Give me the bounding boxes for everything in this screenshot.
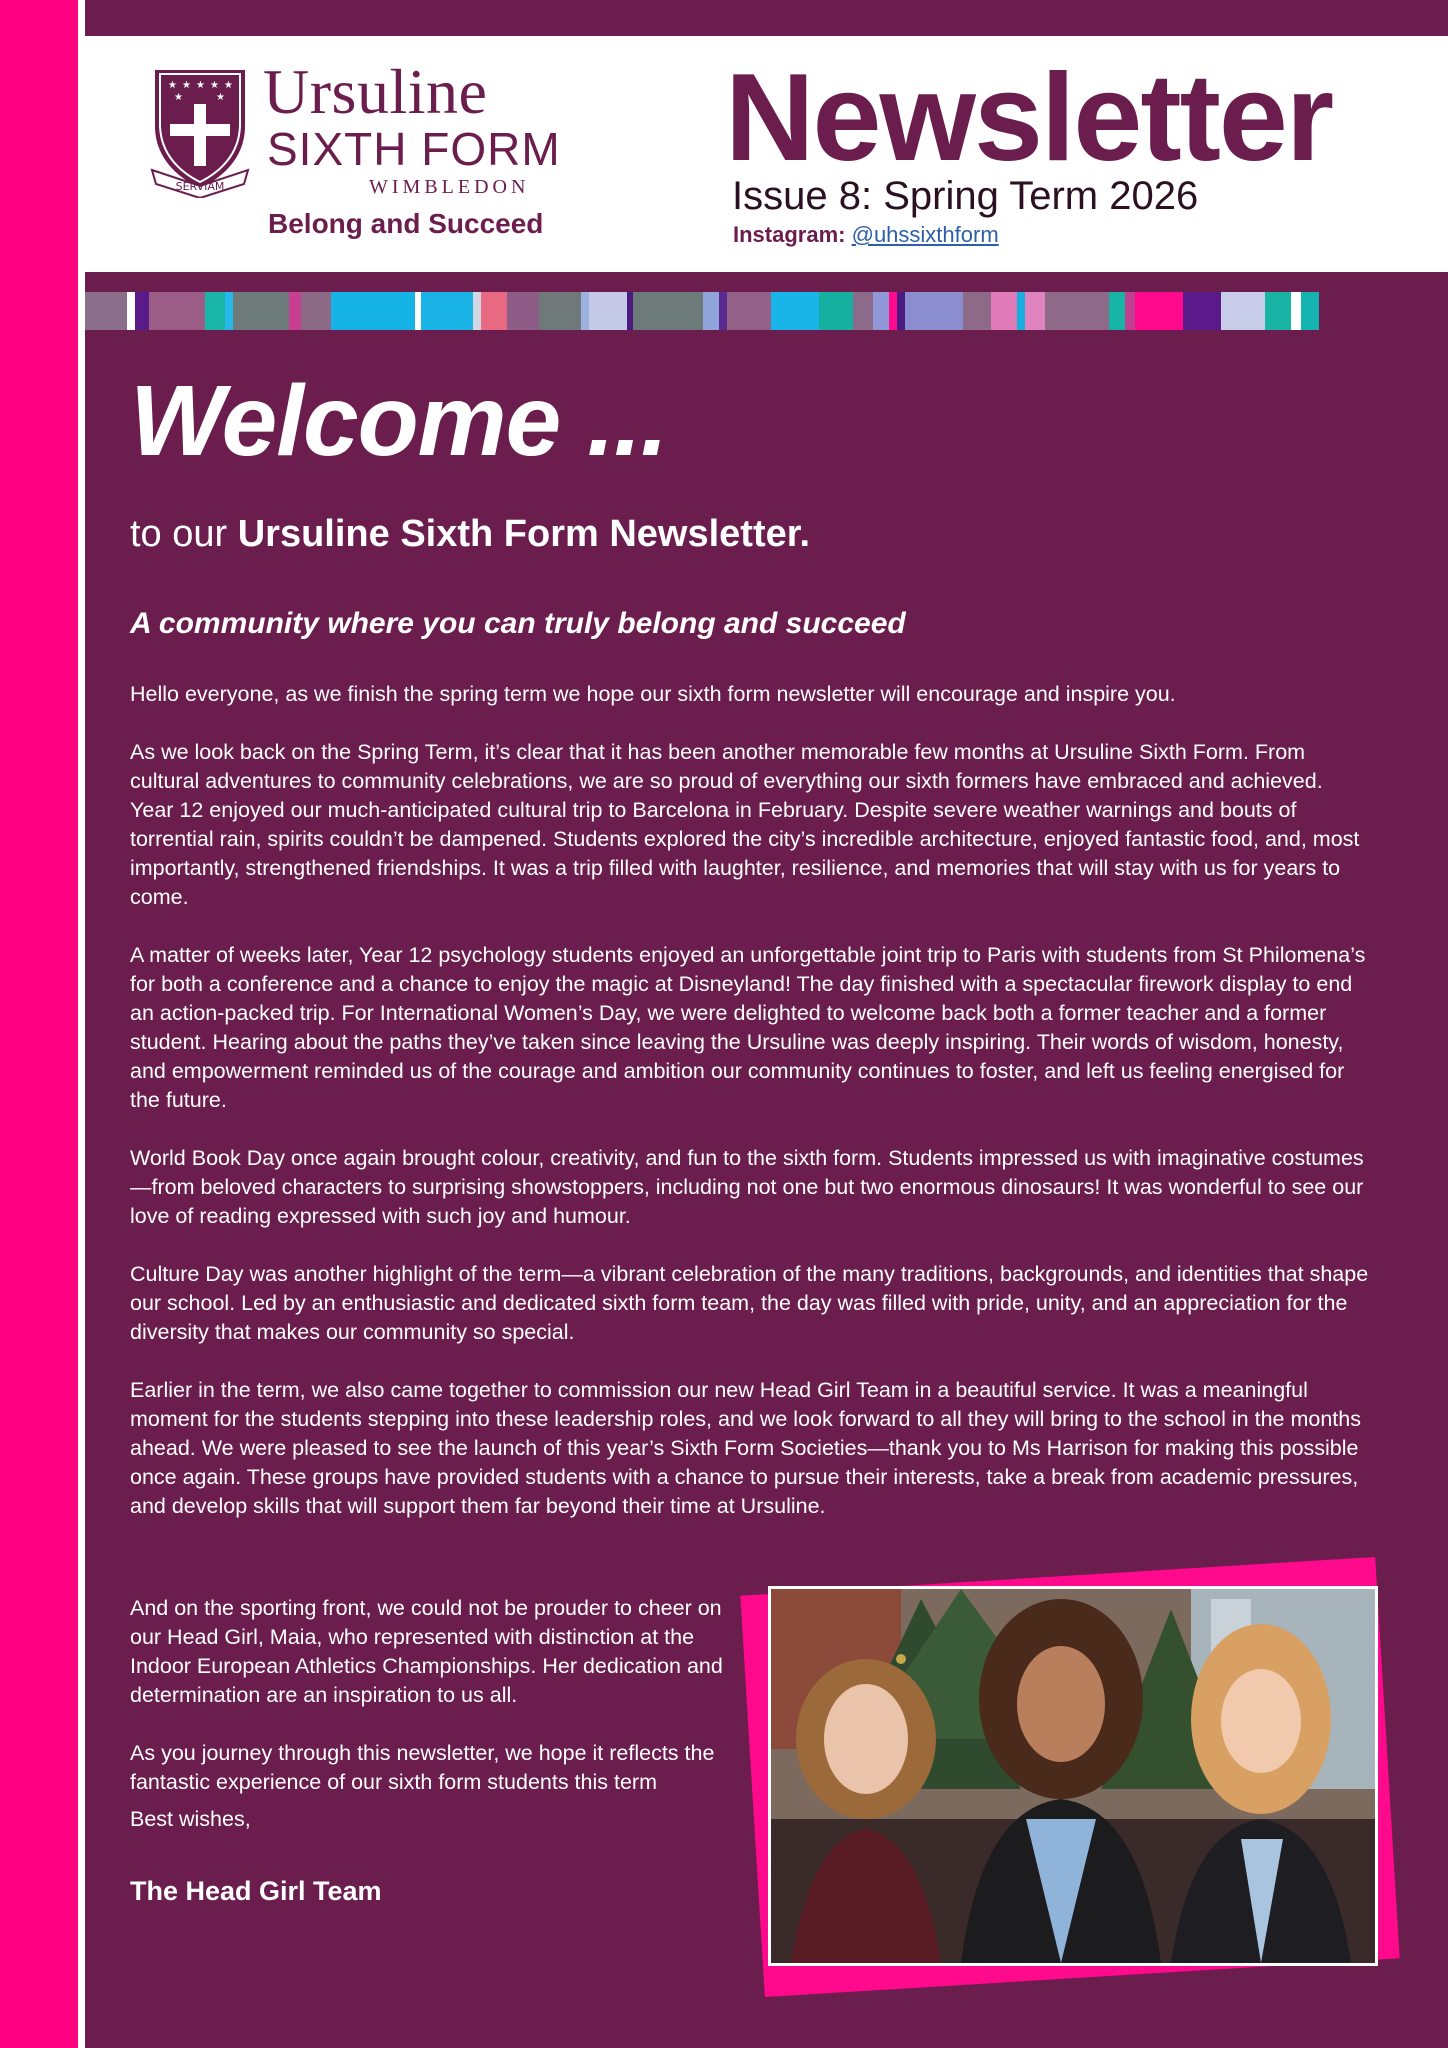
welcome-heading: Welcome ... [130, 365, 668, 477]
svg-text:★: ★ [168, 80, 177, 91]
signoff: Best wishes, [130, 1807, 251, 1831]
school-tagline: Belong and Succeed [268, 208, 544, 239]
welcome-intro [130, 512, 1370, 556]
left-white-stripe [78, 0, 85, 2048]
instagram-label: Instagram: [733, 222, 846, 247]
body-paragraph: World Book Day once again brought colour, creativity, and fun to the sixth form. Students impressed us with imaginative costumes—from beloved characters to surprising showstoppers, including not one but two enormous dinosaurs! It was wonderful to see our love of reading expressed with such joy and humour. [130, 1146, 1364, 1228]
closing-paragraph: As you journey through this newsletter, we hope it reflects the fantastic experience of our sixth form students this term [130, 1741, 715, 1794]
welcome-subtitle: A community where you can truly belong and succeed [130, 607, 906, 640]
instagram-link[interactable]: @uhssixthform [851, 222, 999, 247]
decorative-color-strip [85, 292, 1448, 330]
body-paragraph: Culture Day was another highlight of the term—a vibrant celebration of the many traditions, backgrounds, and identities that shape our school. Led by an enthusiastic and dedicated sixth form team, the day was filled with pride, unity, and an appreciation for the diversity that makes our community so special. [130, 1262, 1369, 1344]
svg-text:★: ★ [196, 80, 205, 91]
head-girl-team-photo [768, 1586, 1378, 1966]
left-accent-bar [0, 0, 78, 2048]
students-photo-illustration [771, 1589, 1375, 1963]
intro-bold: Ursuline Sixth Form Newsletter. [237, 513, 810, 555]
issue-label: Issue 8: Spring Term 2026 [732, 174, 1199, 218]
school-name: Ursuline [263, 56, 488, 127]
newsletter-title: Newsletter [725, 49, 1333, 187]
svg-text:★: ★ [182, 80, 191, 91]
body-paragraph: Earlier in the term, we also came together to commission our new Head Girl Team in a beautiful service. It was a meaningful moment for the students stepping into these leadership roles, and we look forward to all they will bring to the school in the months ahead. We were pleased to see the launch of this year’s Sixth Form Societies—thank you to Ms Harrison for making this possible once again. These groups have provided students with a chance to pursue their interests, take a break from academic pressures, and develop skills that will support them far beyond their time at Ursuline. [130, 1378, 1361, 1518]
sport-paragraph: And on the sporting front, we could not be prouder to cheer on our Head Girl, Maia, who represented with distinction at the Indoor European Athletics Championships. Her dedication and determination are an inspiration to us all. [130, 1596, 723, 1707]
welcome-section [130, 366, 1370, 1521]
body-paragraph: A matter of weeks later, Year 12 psychology students enjoyed an unforgettable joint trip to Paris with students from St Philomena’s for both a conference and a chance to enjoy the magic at Disneyland! The day finished with a spectacular firework display to end an action-packed trip. For International Women’s Day, we were delighted to welcome back both a former teacher and a former student. Hearing about the paths they’ve taken since leaving the Ursuline was deeply inspiring. Their words of wisdom, honesty, and empowerment reminded us of the courage and ambition our community continues to foster, and left us feeling energised for the future. [130, 943, 1366, 1112]
body-paragraph: Hello everyone, as we finish the spring term we hope our sixth form newsletter will encourage and inspire you. [130, 682, 1176, 706]
svg-text:★: ★ [224, 80, 233, 91]
svg-text:★: ★ [216, 92, 225, 103]
closing-section [130, 1594, 750, 1907]
signature: The Head Girl Team [130, 1876, 382, 1906]
body-paragraph: As we look back on the Spring Term, it’s clear that it has been another memorable few months at Ursuline Sixth Form. From cultural adventures to community celebrations, we are so proud of everything our sixth formers have embraced and achieved. Year 12 enjoyed our much-anticipated cultural trip to Barcelona in February. Despite severe weather warnings and bouts of torrential rain, spirits couldn’t be dampened. Students explored the city’s incredible architecture, enjoyed fantastic food, and, most importantly, strengthened friendships. It was a trip filled with laughter, resilience, and memories that will stay with us for years to come. [130, 740, 1360, 909]
school-location: WIMBLEDON [369, 176, 530, 198]
school-subtitle: SIXTH FORM [267, 123, 561, 175]
intro-prefix: to our [130, 513, 238, 555]
svg-text:SERVIAM: SERVIAM [175, 180, 225, 193]
school-crest-icon [150, 66, 250, 198]
instagram-line [733, 222, 999, 248]
svg-text:★: ★ [174, 92, 183, 103]
newsletter-header [85, 36, 1448, 272]
svg-text:★: ★ [210, 80, 219, 91]
